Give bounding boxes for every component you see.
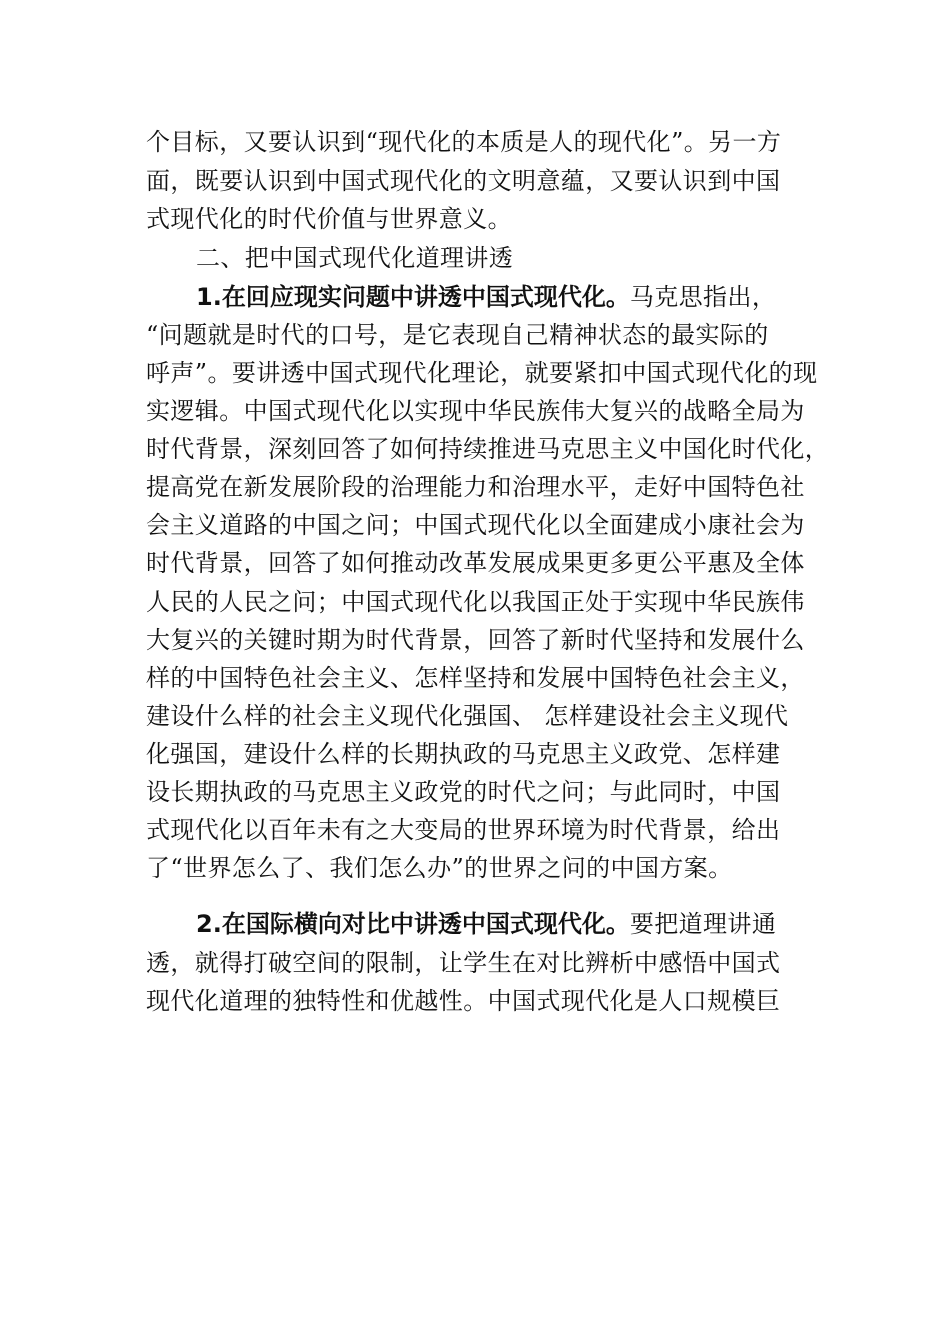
subheading-1: 1.在回应现实问题中讲透中国式现代化。 [196,283,630,311]
body-line: 时代背景，深刻回答了如何持续推进马克思主义中国化时代化， [146,435,830,463]
body-line: 个目标，又要认识到“现代化的本质是人的现代化”。另一方 [146,128,782,156]
body-text: 要把道理讲通 [629,910,777,938]
body-line: 了“世界怎么了、我们怎么办”的世界之问的中国方案。 [146,854,733,882]
body-line: “问题就是时代的口号，是它表现自己精神状态的最实际的 [146,321,769,349]
body-line: 设长期执政的马克思主义政党的时代之问；与此同时，中国 [146,778,781,806]
body-line: 实逻辑。中国式现代化以实现中华民族伟大复兴的战略全局为 [146,397,805,425]
body-line: 大复兴的关键时期为时代背景，回答了新时代坚持和发展什么 [146,626,805,654]
body-line: 会主义道路的中国之问；中国式现代化以全面建成小康社会为 [146,511,805,539]
body-line: 呼声”。要讲透中国式现代化理论，就要紧扣中国式现代化的现 [146,359,818,387]
body-line: 现代化道理的独特性和优越性。中国式现代化是人口规模巨 [146,987,781,1015]
body-line: 人民的人民之问；中国式现代化以我国正处于实现中华民族伟 [146,588,805,616]
body-line: 化强国，建设什么样的长期执政的马克思主义政党、怎样建 [146,740,781,768]
paragraph-first-line [196,906,776,942]
section-heading: 二、把中国式现代化道理讲透 [196,244,514,272]
body-text: 马克思指出， [629,283,777,311]
body-line: 提高党在新发展阶段的治理能力和治理水平，走好中国特色社 [146,473,805,501]
body-line: 建设什么样的社会主义现代化强国、 怎样建设社会主义现代 [146,702,789,730]
body-line: 式现代化的时代价值与世界意义。 [146,205,512,233]
body-line: 式现代化以百年未有之大变局的世界环境为时代背景，给出 [146,816,781,844]
body-line: 样的中国特色社会主义、怎样坚持和发展中国特色社会主义， [146,664,805,692]
body-line: 面，既要认识到中国式现代化的文明意蕴，又要认识到中国 [146,167,781,195]
body-line: 时代背景，回答了如何推动改革发展成果更多更公平惠及全体 [146,549,805,577]
subheading-2: 2.在国际横向对比中讲透中国式现代化。 [196,910,630,938]
body-line: 透，就得打破空间的限制，让学生在对比辨析中感悟中国式 [146,949,781,977]
paragraph-first-line [196,279,776,315]
